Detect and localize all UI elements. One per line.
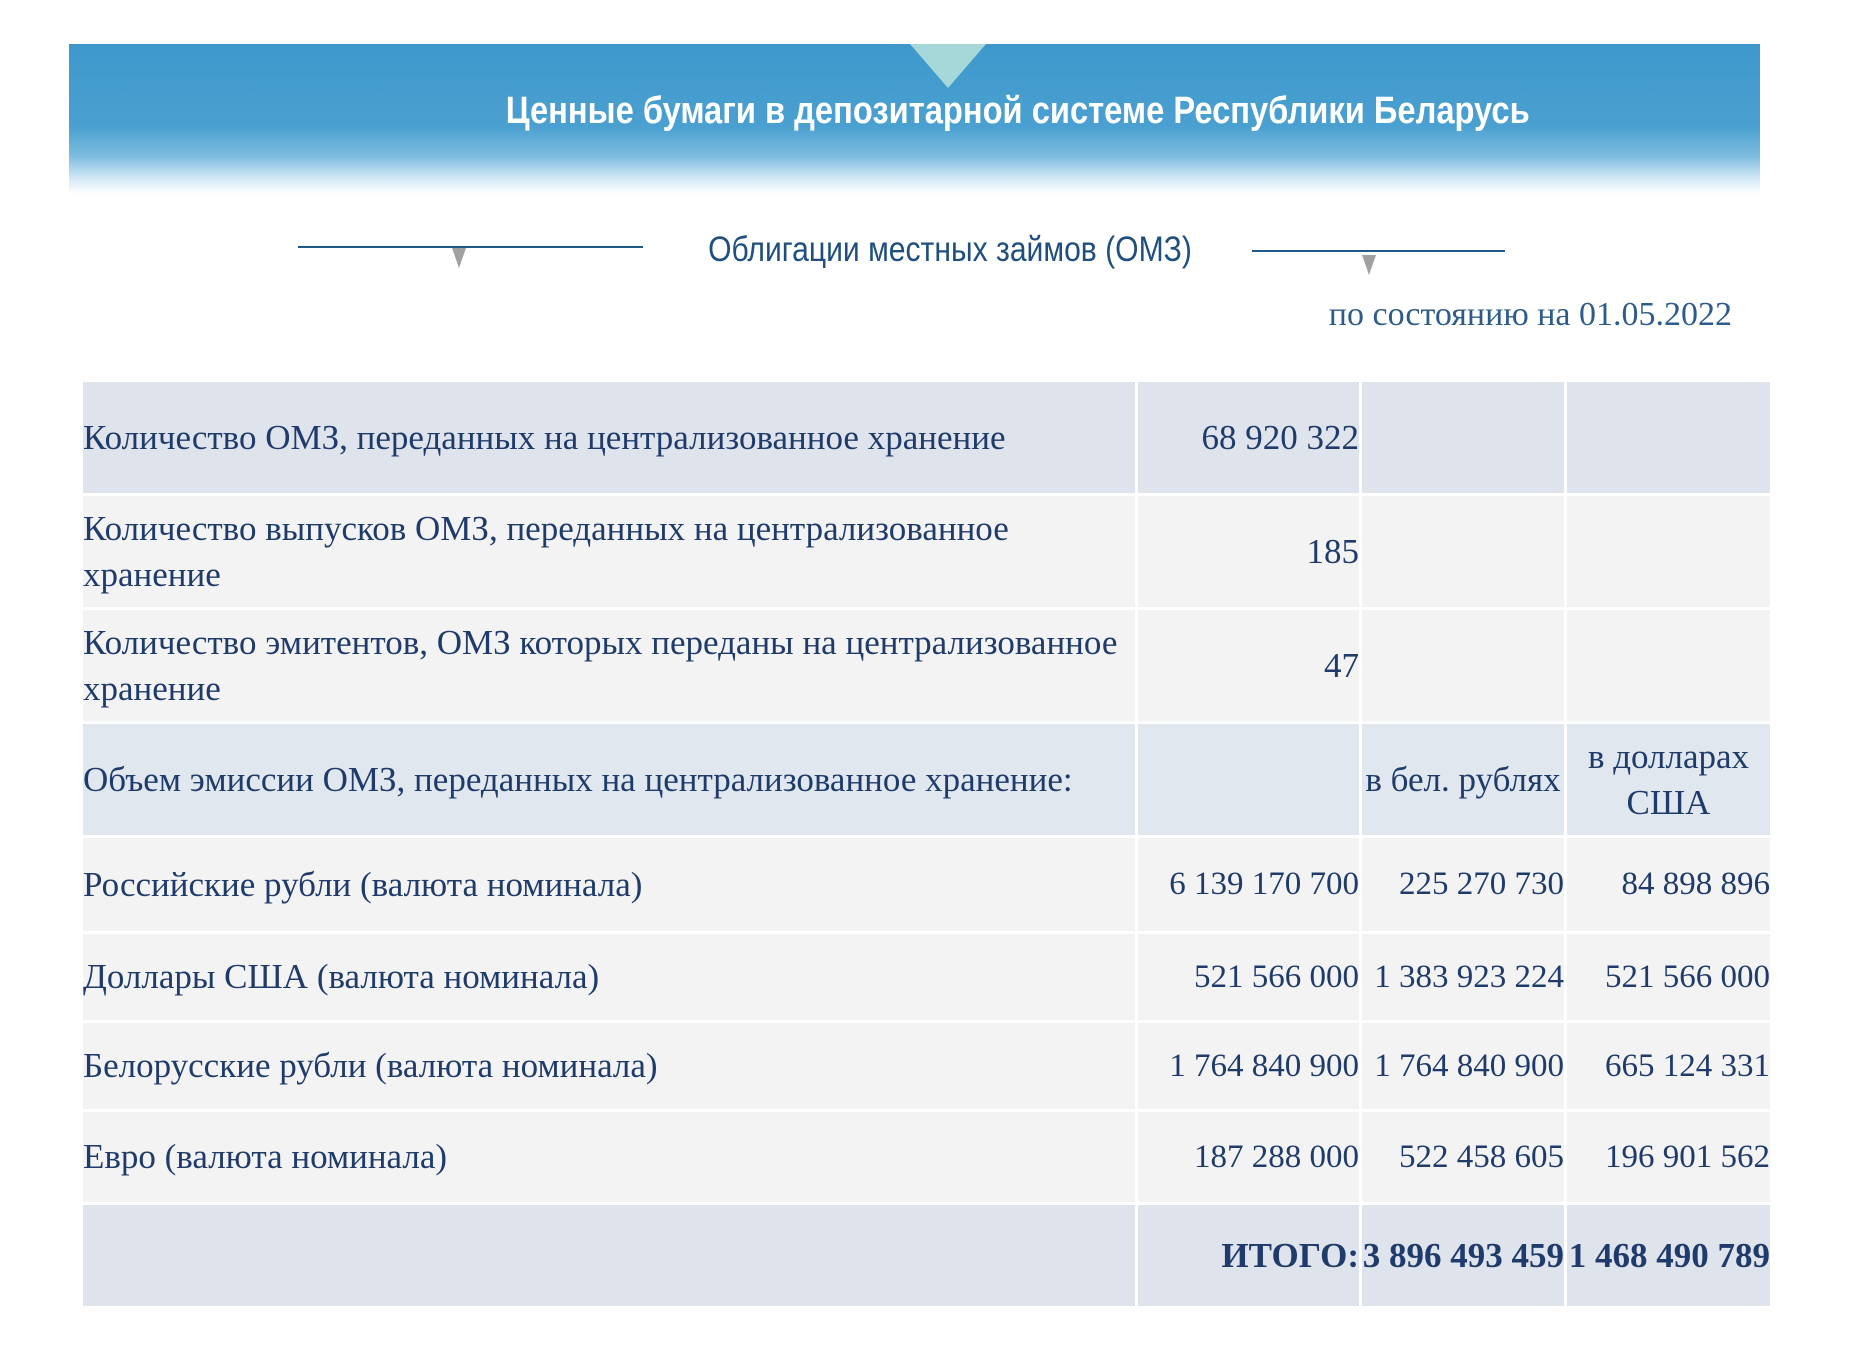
currency-label: Доллары США (валюта номинала) bbox=[82, 933, 1137, 1022]
table-row bbox=[82, 609, 1772, 723]
empty-cell bbox=[1361, 609, 1566, 723]
currency-label: Российские рубли (валюта номинала) bbox=[82, 837, 1137, 933]
usd-value: 84 898 896 bbox=[1566, 837, 1772, 933]
byn-value: 225 270 730 bbox=[1361, 837, 1566, 933]
triangle-down-icon bbox=[1362, 255, 1376, 275]
table-row bbox=[82, 381, 1772, 495]
empty-cell bbox=[1566, 495, 1772, 609]
row-value: 47 bbox=[1137, 609, 1361, 723]
currency-label: Евро (валюта номинала) bbox=[82, 1111, 1137, 1204]
column-header-usd: в долларах США bbox=[1566, 723, 1772, 837]
usd-value: 665 124 331 bbox=[1566, 1022, 1772, 1111]
nominal-value: 1 764 840 900 bbox=[1137, 1022, 1361, 1111]
subtitle-divider-left bbox=[298, 246, 643, 248]
table-row bbox=[82, 495, 1772, 609]
volume-header-row bbox=[82, 723, 1772, 837]
securities-table bbox=[80, 379, 1773, 1309]
nominal-value: 6 139 170 700 bbox=[1137, 837, 1361, 933]
subtitle-divider-right bbox=[1252, 250, 1505, 252]
table-row bbox=[82, 837, 1772, 933]
nominal-value: 521 566 000 bbox=[1137, 933, 1361, 1022]
byn-value: 522 458 605 bbox=[1361, 1111, 1566, 1204]
total-label: ИТОГО: bbox=[1137, 1204, 1361, 1308]
currency-label: Белорусские рубли (валюта номинала) bbox=[82, 1022, 1137, 1111]
byn-value: 1 383 923 224 bbox=[1361, 933, 1566, 1022]
total-usd: 1 468 490 789 bbox=[1566, 1204, 1772, 1308]
byn-value: 1 764 840 900 bbox=[1361, 1022, 1566, 1111]
table-row bbox=[82, 1111, 1772, 1204]
total-row bbox=[82, 1204, 1772, 1308]
table-row bbox=[82, 1022, 1772, 1111]
row-value: 68 920 322 bbox=[1137, 381, 1361, 495]
empty-cell bbox=[1566, 609, 1772, 723]
usd-value: 196 901 562 bbox=[1566, 1111, 1772, 1204]
volume-header-label: Объем эмиссии ОМЗ, переданных на централизованное хранение: bbox=[82, 723, 1137, 837]
banner-notch-decoration bbox=[910, 44, 986, 88]
row-label: Количество выпусков ОМЗ, переданных на централизованное хранение bbox=[82, 495, 1137, 609]
triangle-down-icon bbox=[452, 248, 466, 268]
row-label: Количество эмитентов, ОМЗ которых переданы на централизованное хранение bbox=[82, 609, 1137, 723]
table-row bbox=[82, 933, 1772, 1022]
column-header-byn: в бел. рублях bbox=[1361, 723, 1566, 837]
usd-value: 521 566 000 bbox=[1566, 933, 1772, 1022]
page-title: Ценные бумаги в депозитарной системе Республики Беларусь bbox=[505, 90, 1530, 132]
row-value: 185 bbox=[1137, 495, 1361, 609]
empty-cell bbox=[1361, 495, 1566, 609]
empty-cell bbox=[1361, 381, 1566, 495]
row-label: Количество ОМЗ, переданных на централизованное хранение bbox=[82, 381, 1137, 495]
nominal-value: 187 288 000 bbox=[1137, 1111, 1361, 1204]
empty-cell bbox=[1137, 723, 1361, 837]
total-byn: 3 896 493 459 bbox=[1361, 1204, 1566, 1308]
empty-cell bbox=[82, 1204, 1137, 1308]
report-date: по состоянию на 01.05.2022 bbox=[1328, 296, 1732, 333]
section-subtitle: Облигации местных займов (ОМЗ) bbox=[708, 230, 1192, 269]
empty-cell bbox=[1566, 381, 1772, 495]
